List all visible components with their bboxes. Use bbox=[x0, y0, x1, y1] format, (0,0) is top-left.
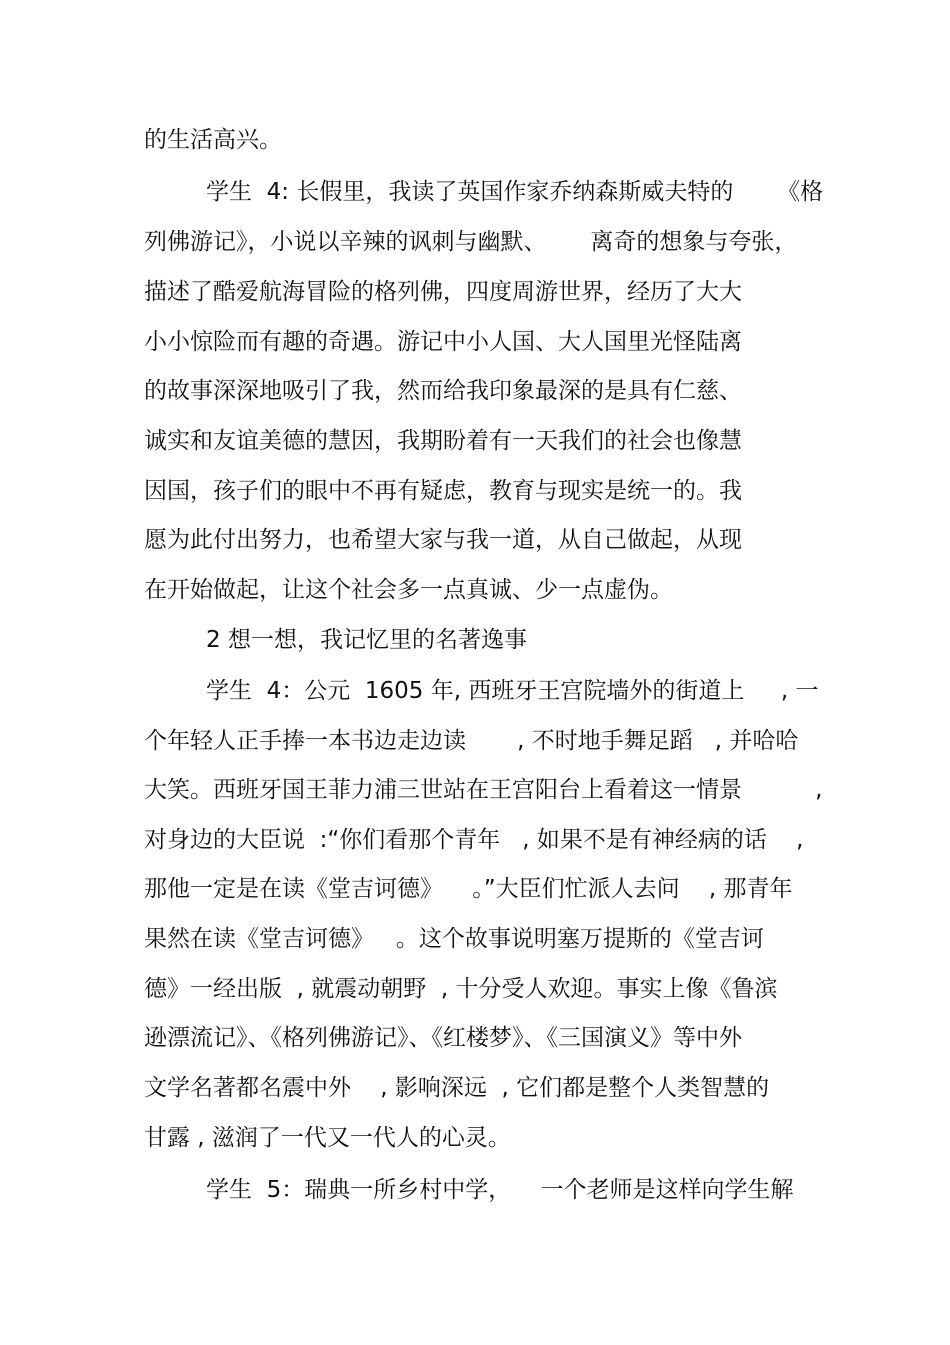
text-line: 在开始做起，让这个社会多一点真诚、少一点虚伪。 bbox=[144, 577, 673, 603]
text-line: 果然在读《堂吉诃德》 。这个故事说明塞万提斯的《堂吉诃 bbox=[144, 926, 764, 952]
text-line: 逊漂流记》、《格列佛游记》、《红楼梦》、《三国演义》等中外 bbox=[144, 1025, 742, 1051]
paragraph-line: 学生 4: 长假里，我读了英国作家乔纳森斯威夫特的 《格 bbox=[206, 179, 824, 205]
paragraph-line: 学生 5：瑞典一所乡村中学， 一个老师是这样向学生解 bbox=[206, 1177, 794, 1203]
text-line: 大笑。西班牙国王菲力浦三世站在王宫阳台上看着这一情景 , bbox=[144, 777, 823, 803]
text-line: 描述了酷爱航海冒险的格列佛，四度周游世界，经历了大大 bbox=[144, 279, 742, 305]
text-line: 小小惊险而有趣的奇遇。游记中小人国、大人国里光怪陆离 bbox=[144, 329, 742, 355]
text-line: 甘露 , 滋润了一代又一代人的心灵。 bbox=[144, 1125, 511, 1151]
text-line: 的生活高兴。 bbox=[144, 127, 282, 153]
text-line: 诚实和友谊美德的慧因，我期盼着有一天我们的社会也像慧 bbox=[144, 428, 742, 454]
text-line: 愿为此付出努力，也希望大家与我一道，从自己做起，从现 bbox=[144, 527, 742, 553]
text-line: 个年轻人正手捧一本书边走边读 , 不时地手舞足蹈 , 并哈哈 bbox=[144, 728, 799, 754]
text-line: 的故事深深地吸引了我，然而给我印象最深的是具有仁慈、 bbox=[144, 378, 742, 404]
text-line: 对身边的大臣说 :“你们看那个青年 , 如果不是有神经病的话 , bbox=[144, 827, 804, 853]
paragraph-line: 学生 4：公元 1605 年, 西班牙王宫院墙外的街道上 , 一 bbox=[206, 678, 819, 704]
text-line: 因国，孩子们的眼中不再有疑虑，教育与现实是统一的。我 bbox=[144, 478, 742, 504]
text-line: 德》一经出版 , 就震动朝野 , 十分受人欢迎。事实上像《鲁滨 bbox=[144, 976, 778, 1002]
text-line: 文学名著都名震中外 , 影响深远 , 它们都是整个人类智慧的 bbox=[144, 1075, 770, 1101]
text-line: 列佛游记》，小说以辛辣的讽刺与幽默、 离奇的想象与夸张， bbox=[144, 229, 798, 255]
section-heading: 2 想一想，我记忆里的名著逸事 bbox=[206, 627, 527, 653]
text-line: 那他一定是在读《堂吉诃德》 。”大臣们忙派人去问 , 那青年 bbox=[144, 876, 793, 902]
